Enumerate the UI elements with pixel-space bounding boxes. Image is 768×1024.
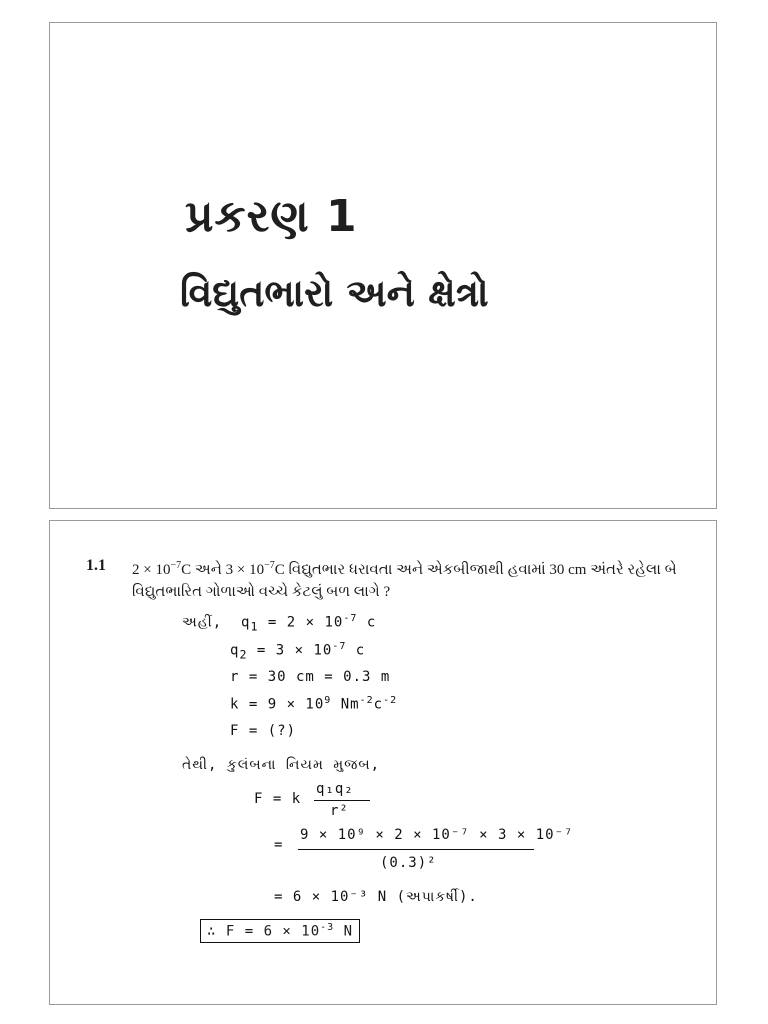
step2-equals: = bbox=[274, 837, 284, 853]
given-label: અહીં, bbox=[182, 614, 223, 631]
question-part-b: C અને 3 × 10 bbox=[181, 562, 265, 578]
given-line-q1 bbox=[182, 613, 376, 633]
question-part-a: 2 × 10 bbox=[132, 562, 171, 578]
k-value: k = 9 × 10 bbox=[230, 696, 325, 713]
step2-fraction-bar bbox=[298, 849, 534, 850]
k-unit: Nm bbox=[331, 696, 360, 713]
formula-lhs: F = k bbox=[254, 791, 302, 807]
q1-exponent: -7 bbox=[343, 613, 358, 624]
given-line-k bbox=[230, 695, 397, 713]
step2-numerator: 9 × 10⁹ × 2 × 10⁻⁷ × 3 × 10⁻⁷ bbox=[300, 827, 574, 843]
k-unit-exponent-2: -2 bbox=[383, 695, 398, 706]
coulomb-law-line: તેથી, કુલંબના નિયમ મુજબ, bbox=[182, 757, 381, 773]
page-problem-1-1 bbox=[49, 520, 717, 1005]
question-number: 1.1 bbox=[86, 557, 106, 574]
q2-subscript: 2 bbox=[239, 647, 248, 662]
q2-value: = 3 × 10 bbox=[247, 642, 333, 659]
k-unit-c: c bbox=[373, 696, 384, 713]
final-answer: ∴ F = 6 × 10 bbox=[207, 923, 321, 940]
given-line-r: r = 30 cm = 0.3 m bbox=[230, 669, 391, 685]
formula-fraction-bar bbox=[314, 800, 370, 801]
final-answer-unit: N bbox=[334, 923, 354, 940]
q1-subscript: 1 bbox=[250, 619, 259, 634]
q2-exponent: -7 bbox=[332, 641, 347, 652]
given-line-f: F = (?) bbox=[230, 723, 297, 739]
formula-denominator: r² bbox=[330, 803, 349, 819]
question-exponent-a: −7 bbox=[170, 560, 182, 571]
final-answer-exponent: -3 bbox=[320, 922, 335, 933]
formula-numerator: q₁q₂ bbox=[316, 781, 354, 797]
chapter-subtitle: વિદ્યુતભારો અને ક્ષેત્રો bbox=[180, 271, 489, 315]
q1-unit: c bbox=[357, 614, 377, 631]
chapter-title: પ્રકરણ 1 bbox=[185, 191, 358, 242]
question-part-c: C વિદ્યુતભાર ધરાવતા અને એકબીજાથી હવામાં 30 cm અંતરે રહેલા બે વિદ્યુતભારિત ગોળાઓ વચ્ચે કેટલું બળ લાગે ? bbox=[132, 562, 677, 600]
q1-value: = 2 × 10 bbox=[258, 614, 344, 631]
k-exponent: 9 bbox=[324, 695, 332, 706]
given-line-q2 bbox=[230, 641, 365, 661]
question-exponent-b: −7 bbox=[264, 560, 275, 571]
question-text bbox=[132, 555, 692, 603]
step3-result: = 6 × 10⁻³ N (અપાકર્ષી). bbox=[274, 889, 478, 905]
step2-denominator: (0.3)² bbox=[380, 855, 437, 871]
q2-unit: c bbox=[346, 642, 366, 659]
final-answer-box bbox=[200, 919, 360, 943]
k-unit-exponent-1: -2 bbox=[359, 695, 374, 706]
q2-symbol: q bbox=[230, 642, 240, 659]
q1-symbol: q bbox=[241, 614, 251, 631]
page-chapter-title bbox=[49, 22, 717, 509]
